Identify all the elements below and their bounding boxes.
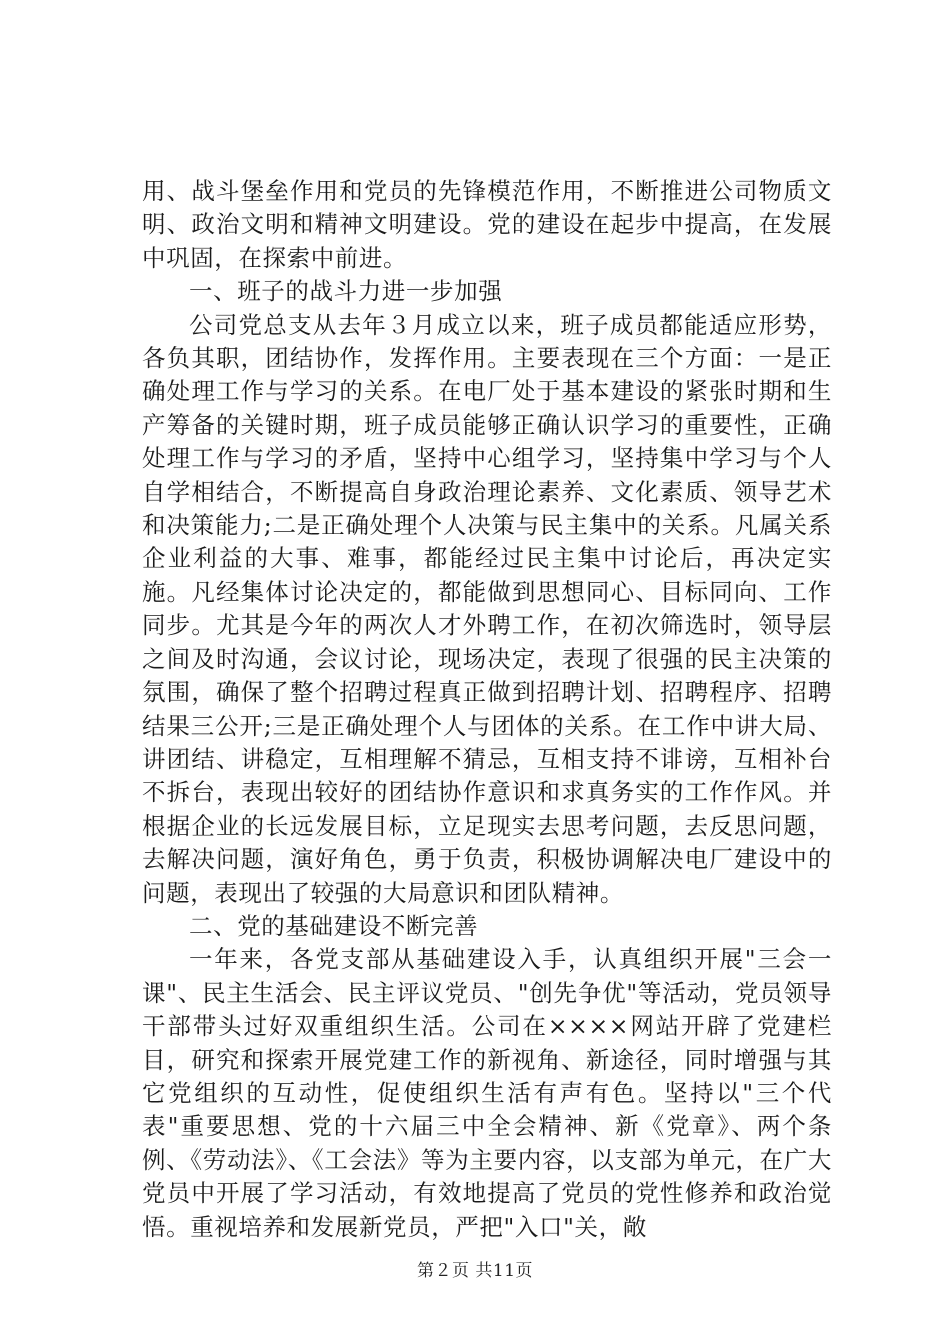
paragraph-continuation: 用、战斗堡垒作用和党员的先锋模范作用，不断推进公司物质文明、政治文明和精神文明建设。党的建设在起步中提高，在发展中巩固，在探索中前进。: [142, 177, 832, 272]
section-heading-2: 二、党的基础建设不断完善: [189, 911, 479, 940]
document-body: [142, 175, 832, 1244]
paragraph-section-2: 一年来，各党支部从基础建设入手，认真组织开展"三会一课"、民主生活会、民主评议党员、"创先争优"等活动，党员领导干部带头过好双重组织生活。公司在××××网站开辟了党建栏目，研究和探索开展党建工作的新视角、新途径，同时增强与其它党组织的互动性，促使组织生活有声有色。坚持以"三个代表"重要思想、党的十六届三中全会精神、新《党章》、两个条例、《劳动法》、《工会法》等为主要内容，以支部为单元，在广大党员中开展了学习活动，有效地提高了党员的党性修养和政治觉悟。重视培养和发展新党员，严把"入口"关，敞: [142, 945, 832, 1241]
page-number-footer: 第２页 共11页: [416, 1261, 534, 1281]
section-heading-1: 一、班子的战斗力进一步加强: [189, 277, 503, 306]
paragraph-section-1: 公司党总支从去年３月成立以来，班子成员都能适应形势，各负其职，团结协作，发挥作用。主要表现在三个方面：一是正确处理工作与学习的关系。在电厂处于基本建设的紧张时期和生产筹备的关键时期，班子成员能够正确认识学习的重要性，正确处理工作与学习的矛盾，坚持中心组学习，坚持集中学习与个人自学相结合，不断提高自身政治理论素养、文化素质、领导艺术和决策能力;二是正确处理个人决策与民主集中的关系。凡属关系企业利益的大事、难事，都能经过民主集中讨论后，再决定实施。凡经集体讨论决定的，都能做到思想同心、目标同向、工作同步。尤其是今年的两次人才外聘工作，在初次筛选时，领导层之间及时沟通，会议讨论，现场决定，表现了很强的民主决策的氛围，确保了整个招聘过程真正做到招聘计划、招聘程序、招聘结果三公开;三是正确处理个人与团体的关系。在工作中讲大局、讲团结、讲稳定，互相理解不猜忌，互相支持不诽谤，互相补台不拆台，表现出较好的团结协作意识和求真务实的工作作风。并根据企业的长远发展目标，立足现实去思考问题，去反思问题，去解决问题，演好角色，勇于负责，积极协调解决电厂建设中的问题，表现出了较强的大局意识和团队精神。: [142, 310, 832, 907]
